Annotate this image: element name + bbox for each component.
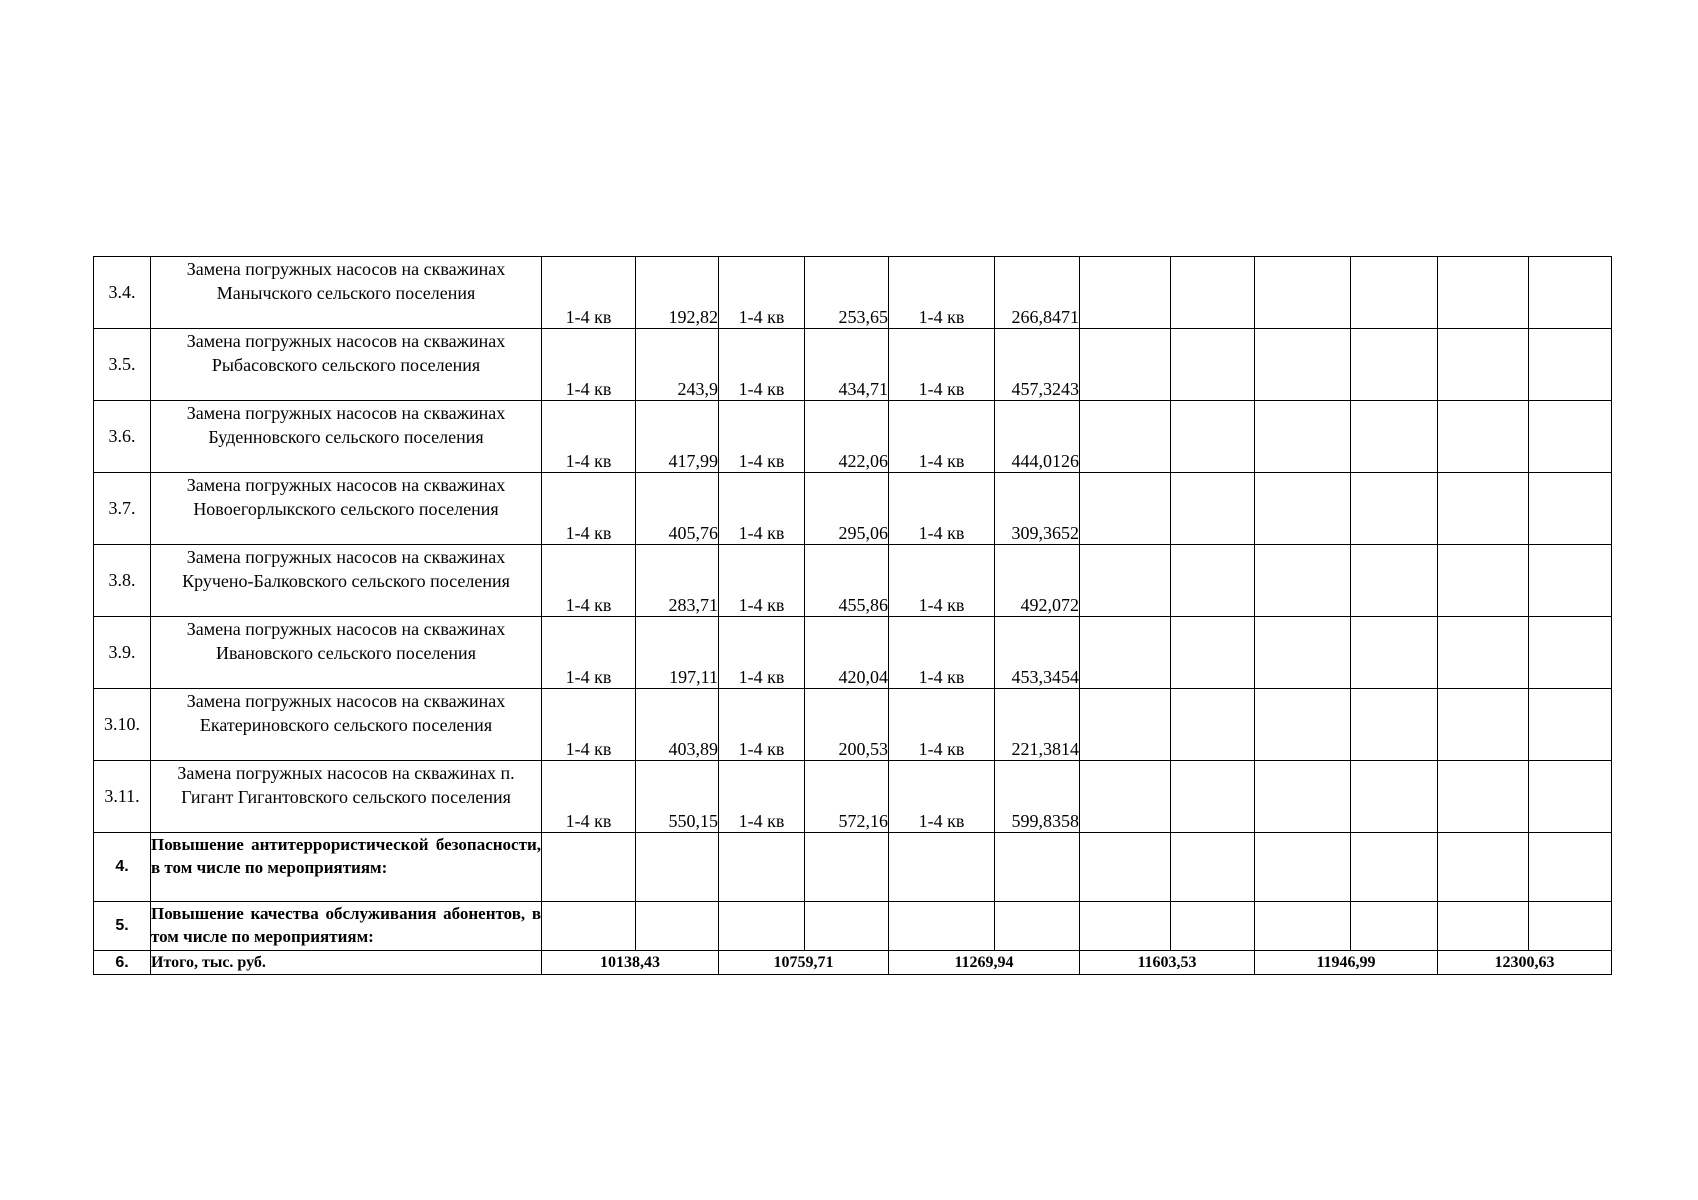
amount-cell: 403,89 (636, 689, 719, 761)
amount-cell: 422,06 (805, 401, 889, 473)
section-row-service-quality (94, 902, 1612, 951)
row-number: 3.7. (94, 473, 151, 545)
empty-cell (1255, 473, 1351, 545)
row-description: Замена погружных насосов на скважинах Екатериновского сельского поселения (151, 689, 542, 761)
period-cell: 1-4 кв (719, 617, 805, 689)
amount-cell: 243,9 (636, 329, 719, 401)
empty-cell (1255, 902, 1351, 951)
empty-cell (1255, 329, 1351, 401)
amount-cell: 221,3814 (995, 689, 1080, 761)
empty-cell (1529, 689, 1612, 761)
empty-cell (1438, 689, 1529, 761)
empty-cell (1529, 257, 1612, 329)
period-cell: 1-4 кв (889, 257, 995, 329)
table-row (94, 689, 1612, 761)
amount-cell: 550,15 (636, 761, 719, 833)
row-number: 6. (94, 951, 151, 975)
total-value: 12300,63 (1438, 951, 1612, 975)
period-cell: 1-4 кв (542, 401, 636, 473)
section-description: Повышение антитеррористической безопасности, в том числе по мероприятиям: (151, 833, 542, 902)
empty-cell (719, 833, 805, 902)
row-description: Замена погружных насосов на скважинах Буденновского сельского поселения (151, 401, 542, 473)
empty-cell (1080, 257, 1171, 329)
empty-cell (1438, 545, 1529, 617)
total-value: 10759,71 (719, 951, 889, 975)
period-cell: 1-4 кв (542, 329, 636, 401)
empty-cell (1080, 329, 1171, 401)
amount-cell: 420,04 (805, 617, 889, 689)
period-cell: 1-4 кв (542, 761, 636, 833)
empty-cell (889, 833, 995, 902)
period-cell: 1-4 кв (889, 545, 995, 617)
empty-cell (1171, 689, 1255, 761)
table-row (94, 401, 1612, 473)
empty-cell (1529, 545, 1612, 617)
empty-cell (1255, 617, 1351, 689)
empty-cell (1438, 833, 1529, 902)
row-number: 4. (94, 833, 151, 902)
empty-cell (1529, 833, 1612, 902)
empty-cell (1080, 473, 1171, 545)
empty-cell (1529, 473, 1612, 545)
empty-cell (1255, 257, 1351, 329)
period-cell: 1-4 кв (889, 689, 995, 761)
empty-cell (1351, 545, 1438, 617)
row-number: 3.10. (94, 689, 151, 761)
amount-cell: 434,71 (805, 329, 889, 401)
period-cell: 1-4 кв (542, 473, 636, 545)
amount-cell: 266,8471 (995, 257, 1080, 329)
empty-cell (1080, 761, 1171, 833)
empty-cell (1351, 473, 1438, 545)
empty-cell (1351, 761, 1438, 833)
row-number: 3.4. (94, 257, 151, 329)
empty-cell (1255, 689, 1351, 761)
empty-cell (1351, 401, 1438, 473)
measures-table (93, 256, 1612, 975)
empty-cell (1351, 257, 1438, 329)
empty-cell (1171, 257, 1255, 329)
empty-cell (542, 902, 636, 951)
empty-cell (1080, 902, 1171, 951)
period-cell: 1-4 кв (719, 545, 805, 617)
empty-cell (1171, 617, 1255, 689)
empty-cell (1529, 902, 1612, 951)
total-label: Итого, тыс. руб. (151, 951, 542, 975)
section-description: Повышение качества обслуживания абонентов, в том числе по мероприятиям: (151, 902, 542, 951)
amount-cell: 457,3243 (995, 329, 1080, 401)
empty-cell (1255, 761, 1351, 833)
table-row (94, 761, 1612, 833)
period-cell: 1-4 кв (889, 617, 995, 689)
total-value: 11269,94 (889, 951, 1080, 975)
empty-cell (1255, 833, 1351, 902)
empty-cell (1438, 401, 1529, 473)
period-cell: 1-4 кв (719, 689, 805, 761)
amount-cell: 453,3454 (995, 617, 1080, 689)
table-row (94, 473, 1612, 545)
empty-cell (1438, 257, 1529, 329)
period-cell: 1-4 кв (719, 473, 805, 545)
total-value: 11603,53 (1080, 951, 1255, 975)
empty-cell (1080, 617, 1171, 689)
empty-cell (1438, 329, 1529, 401)
row-description: Замена погружных насосов на скважинах Кручено-Балковского сельского поселения (151, 545, 542, 617)
empty-cell (1351, 833, 1438, 902)
empty-cell (1080, 401, 1171, 473)
period-cell: 1-4 кв (889, 401, 995, 473)
empty-cell (1171, 329, 1255, 401)
empty-cell (1255, 545, 1351, 617)
row-number: 5. (94, 902, 151, 951)
period-cell: 1-4 кв (719, 329, 805, 401)
empty-cell (1438, 902, 1529, 951)
row-number: 3.9. (94, 617, 151, 689)
period-cell: 1-4 кв (719, 761, 805, 833)
row-description: Замена погружных насосов на скважинах Новоегорлыкского сельского поселения (151, 473, 542, 545)
amount-cell: 599,8358 (995, 761, 1080, 833)
period-cell: 1-4 кв (889, 761, 995, 833)
empty-cell (1171, 401, 1255, 473)
amount-cell: 295,06 (805, 473, 889, 545)
table-row (94, 545, 1612, 617)
empty-cell (995, 902, 1080, 951)
table-row (94, 329, 1612, 401)
empty-cell (1171, 902, 1255, 951)
item-rows (94, 257, 1612, 975)
amount-cell: 444,0126 (995, 401, 1080, 473)
empty-cell (889, 902, 995, 951)
amount-cell: 192,82 (636, 257, 719, 329)
empty-cell (1351, 689, 1438, 761)
amount-cell: 253,65 (805, 257, 889, 329)
empty-cell (1171, 833, 1255, 902)
empty-cell (719, 902, 805, 951)
amount-cell: 309,3652 (995, 473, 1080, 545)
period-cell: 1-4 кв (889, 473, 995, 545)
table-row (94, 257, 1612, 329)
empty-cell (1438, 473, 1529, 545)
period-cell: 1-4 кв (542, 689, 636, 761)
row-number: 3.6. (94, 401, 151, 473)
empty-cell (1529, 617, 1612, 689)
row-number: 3.5. (94, 329, 151, 401)
empty-cell (1351, 902, 1438, 951)
total-row (94, 951, 1612, 975)
empty-cell (1438, 617, 1529, 689)
amount-cell: 417,99 (636, 401, 719, 473)
empty-cell (1171, 761, 1255, 833)
empty-cell (636, 902, 719, 951)
row-description: Замена погружных насосов на скважинах Ивановского сельского поселения (151, 617, 542, 689)
row-description: Замена погружных насосов на скважинах Рыбасовского сельского поселения (151, 329, 542, 401)
empty-cell (1080, 689, 1171, 761)
amount-cell: 197,11 (636, 617, 719, 689)
period-cell: 1-4 кв (542, 545, 636, 617)
amount-cell: 405,76 (636, 473, 719, 545)
amount-cell: 572,16 (805, 761, 889, 833)
row-number: 3.11. (94, 761, 151, 833)
period-cell: 1-4 кв (889, 329, 995, 401)
empty-cell (995, 833, 1080, 902)
row-description: Замена погружных насосов на скважинах Манычского сельского поселения (151, 257, 542, 329)
empty-cell (1529, 761, 1612, 833)
empty-cell (1351, 617, 1438, 689)
amount-cell: 283,71 (636, 545, 719, 617)
empty-cell (1255, 401, 1351, 473)
empty-cell (1529, 329, 1612, 401)
total-value: 10138,43 (542, 951, 719, 975)
amount-cell: 455,86 (805, 545, 889, 617)
table-row (94, 617, 1612, 689)
empty-cell (1171, 473, 1255, 545)
period-cell: 1-4 кв (542, 617, 636, 689)
empty-cell (1351, 329, 1438, 401)
row-description: Замена погружных насосов на скважинах п. Гигант Гигантовского сельского поселения (151, 761, 542, 833)
period-cell: 1-4 кв (719, 401, 805, 473)
empty-cell (1080, 833, 1171, 902)
section-row-antiterror (94, 833, 1612, 902)
empty-cell (1171, 545, 1255, 617)
amount-cell: 492,072 (995, 545, 1080, 617)
amount-cell: 200,53 (805, 689, 889, 761)
empty-cell (1080, 545, 1171, 617)
period-cell: 1-4 кв (542, 257, 636, 329)
empty-cell (542, 833, 636, 902)
empty-cell (636, 833, 719, 902)
empty-cell (805, 833, 889, 902)
empty-cell (1529, 401, 1612, 473)
total-value: 11946,99 (1255, 951, 1438, 975)
period-cell: 1-4 кв (719, 257, 805, 329)
row-number: 3.8. (94, 545, 151, 617)
empty-cell (805, 902, 889, 951)
empty-cell (1438, 761, 1529, 833)
